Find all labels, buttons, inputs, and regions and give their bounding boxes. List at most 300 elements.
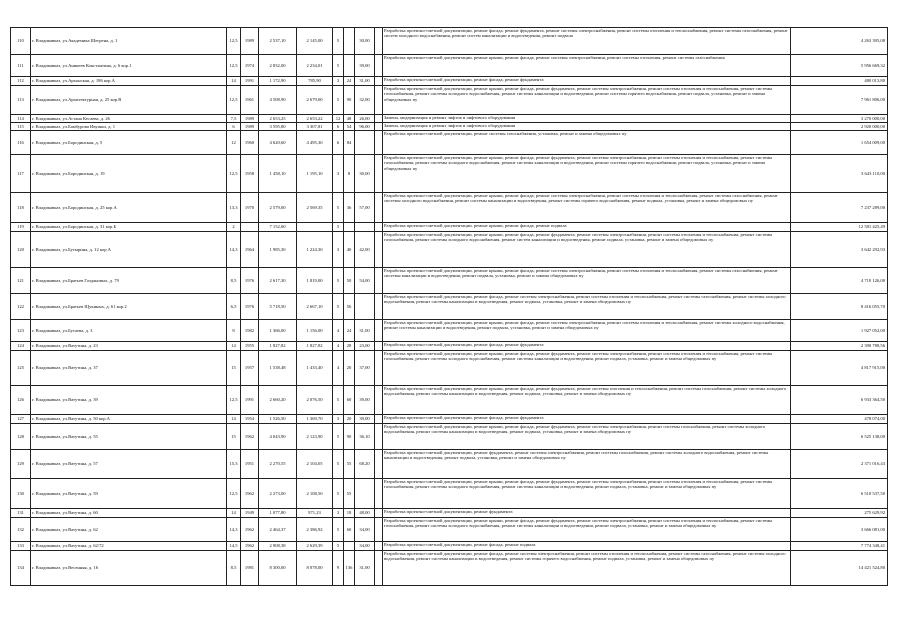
residents-cell: 36,10: [355, 424, 375, 450]
year-cell: 1957: [241, 351, 259, 386]
living-area-cell: 1 195,10: [297, 155, 333, 193]
row-number: 110: [11, 28, 31, 55]
row-number: 116: [11, 131, 31, 155]
apartments-cell: 24: [344, 320, 355, 342]
living-area-cell: 2 104,05: [297, 450, 333, 479]
total-area-cell: 3 595,80: [259, 123, 297, 131]
blank-cell: [375, 294, 383, 320]
works-cell: Разработка проектно-сметной документации, ремонт крыши, ремонт фасада, ремонт фундамента, ремонт системы электроснабжения, ремонт системы отопления и теплоснабжения, ремонт системы газоснабжения, ремонт системы холодного водоснабжения, ремонт систем канализации и водоотведения, ремонт подвала, установка, ремонт и замена общедомовых пу: [383, 232, 791, 268]
living-area-cell: 785,90: [297, 77, 333, 86]
residents-cell: 31,00: [355, 320, 375, 342]
cost-cell: 7 774 348,41: [791, 542, 888, 551]
table-row: [11, 193, 888, 223]
wear-cell: 12,5: [227, 386, 241, 415]
cost-cell: 4 710 126,00: [791, 268, 888, 294]
apartments-cell: 55: [344, 479, 355, 509]
apartments-cell: [344, 28, 355, 55]
blank-cell: [375, 450, 383, 479]
apartments-cell: 60: [344, 386, 355, 415]
year-cell: 1976: [241, 268, 259, 294]
residents-cell: 42,00: [355, 232, 375, 268]
row-number: 119: [11, 223, 31, 232]
year-cell: 1960: [241, 131, 259, 155]
residents-cell: 31,00: [355, 77, 375, 86]
address-cell: г. Владикавказ, ул.Архитектурная, д. 25 кор.В: [31, 86, 227, 115]
cost-cell: 2 920 000,00: [791, 123, 888, 131]
table-row: [11, 55, 888, 77]
apartments-cell: 90: [344, 86, 355, 115]
apartments-cell: 24: [344, 77, 355, 86]
floors-cell: 5: [333, 268, 344, 294]
living-area-cell: 2 145,00: [297, 28, 333, 55]
floors-cell: 5: [333, 86, 344, 115]
apartments-cell: 20: [344, 415, 355, 424]
works-cell: Разработка проектно-сметной документации, ремонт крыши, ремонт фасада, ремонт системы электроснабжения, ремонт системы отопления и теплоснабжения, ремонт системы газоснабжения, ремонт системы канализации и водоотведения, ремонт подвала, установка, ремонт и замена общедомовых пу: [383, 268, 791, 294]
address-cell: г. Владикавказ, ул.Бородинская, д. 5: [31, 131, 227, 155]
wear-cell: 12: [227, 131, 241, 155]
floors-cell: 5: [333, 28, 344, 55]
living-area-cell: 2 569,35: [297, 193, 333, 223]
address-cell: г. Владикавказ, ул.Бамбурова Ивушки, д. 1: [31, 123, 227, 131]
table-row: [11, 86, 888, 115]
address-cell: г. Владикавказ, ул.Ватутина, д. 55: [31, 424, 227, 450]
floors-cell: 3: [333, 232, 344, 268]
wear-cell: 6: [227, 123, 241, 131]
apartments-cell: 40: [344, 232, 355, 268]
cost-cell: 1 927 052,00: [791, 320, 888, 342]
living-area-cell: 1 433,40: [297, 351, 333, 386]
year-cell: 1970: [241, 193, 259, 223]
cost-cell: 3 666 081,00: [791, 518, 888, 542]
apartments-cell: 20: [344, 351, 355, 386]
apartments-cell: [344, 55, 355, 77]
blank-cell: [375, 415, 383, 424]
cost-cell: 8 416 055,70: [791, 294, 888, 320]
apartments-cell: [344, 542, 355, 551]
row-number: 134: [11, 551, 31, 586]
row-number: 114: [11, 115, 31, 123]
row-number: 118: [11, 193, 31, 223]
apartments-cell: 54: [344, 123, 355, 131]
total-area-cell: 1 538,48: [259, 351, 297, 386]
blank-cell: [375, 542, 383, 551]
row-number: 132: [11, 518, 31, 542]
living-area-cell: 2 108,50: [297, 479, 333, 509]
row-number: 124: [11, 342, 31, 351]
table-row: [11, 28, 888, 55]
works-cell: Разработка проектно-сметной документации, ремонт крыши, ремонт фасада, ремонт фундамента, ремонт системы электроснабжения, ремонт системы газоснабжения, ремонт системы холодного водоснабжения, ремонт системы канализации и водоотведения, ремонт подвала, установка, ремонт и замена общедомовых пу: [383, 424, 791, 450]
residents-cell: [355, 294, 375, 320]
row-number: 121: [11, 268, 31, 294]
apartments-cell: [344, 223, 355, 232]
wear-cell: 14: [227, 415, 241, 424]
address-cell: г. Владикавказ, ул.Ватутина, д. 39: [31, 386, 227, 415]
floors-cell: 5: [333, 450, 344, 479]
works-cell: Разработка проектно-сметной документации, ремонт крыши, ремонт фасада, ремонт фундамента, ремонт системы отопления и теплоснабжения, ремонт системы газоснабжения, ремонт системы холодного водоснабжения, ремонт системы канализации и водоотведения, ремонт подвала, установка, ремонт и замена общедомовых пу: [383, 386, 791, 415]
row-number: 113: [11, 86, 31, 115]
year-cell: 1962: [241, 479, 259, 509]
table-row: [11, 542, 888, 551]
wear-cell: 13,3: [227, 193, 241, 223]
blank-cell: [375, 131, 383, 155]
address-cell: г. Владикавказ, ул.Братьев Газдановых, д. 79: [31, 268, 227, 294]
address-cell: г. Владикавказ, ул.Аникеев Константина, д. 6 кор.1: [31, 55, 227, 77]
address-cell: г. Владикавказ, ул.Ватутина, д. 57: [31, 450, 227, 479]
cost-cell: 4 817 915,00: [791, 351, 888, 386]
total-area-cell: 2 832,00: [259, 55, 297, 77]
total-area-cell: 2 908,38: [259, 542, 297, 551]
table-row: [11, 320, 888, 342]
cost-cell: 480 013,80: [791, 77, 888, 86]
living-area-cell: 1 156,00: [297, 320, 333, 342]
year-cell: 1951: [241, 450, 259, 479]
cost-cell: 6 510 537,50: [791, 479, 888, 509]
cost-cell: 14 421 524,80: [791, 551, 888, 586]
address-cell: г. Владикавказ, ул.Академика Шегрена, д. 1: [31, 28, 227, 55]
works-cell: Разработка проектно-сметной документации, ремонт крыши, ремонт фасада, ремонт фундамента, ремонт системы электроснабжения, ремонт системы отопления и теплоснабжения, ремонт системы газоснабжения, ремонт системы холодного водоснабжения, ремонт системы канализации и водоотведения, ремонт подвала, установка, ремонт и замена общедомовых пу: [383, 479, 791, 509]
cost-cell: 3 270 000,00: [791, 115, 888, 123]
cost-cell: 3 642 292,93: [791, 232, 888, 268]
living-area-cell: 2 679,00: [297, 86, 333, 115]
cost-cell: 7 237 289,00: [791, 193, 888, 223]
residents-cell: 30,00: [355, 28, 375, 55]
apartments-cell: 18: [344, 509, 355, 518]
address-cell: г. Владикавказ, ул.Бородинская, д. 25 кор.А: [31, 193, 227, 223]
works-cell: Разработка проектно-сметной документации, ремонт фасада, ремонт фундамента: [383, 415, 791, 424]
living-area-cell: 1 369,70: [297, 415, 333, 424]
works-cell: Разработка проектно-сметной документации, ремонт фасада, ремонт фундамента: [383, 342, 791, 351]
total-area-cell: 7 152,60: [259, 223, 297, 232]
address-cell: г. Владикавказ, ул.Астана Кесаева, д. 26: [31, 115, 227, 123]
works-cell: Разработка проектно-сметной документации, ремонт фундамента, ремонт системы электроснабжения, ремонт системы газоснабжения, ремонт системы холодного водоснабжения, ремонт системы канализации и водоотведения, ремонт подвала, установка, ремонт и замена общедомовых пу: [383, 450, 791, 479]
residents-cell: 39,00: [355, 386, 375, 415]
row-number: 117: [11, 155, 31, 193]
total-area-cell: 2 273,00: [259, 479, 297, 509]
floors-cell: 5: [333, 193, 344, 223]
works-cell: Разработка проектно-сметной документации, ремонт фасада, ремонт системы электроснабжения, ремонт системы отопления и теплоснабжения, ремонт системы газоснабжения, ремонт системы холодного водоснабжения, ремонт системы канализации и водоотведения, ремонт подвала, установка, ремонт и замена общедомовых пу: [383, 294, 791, 320]
year-cell: 1989: [241, 115, 259, 123]
floors-cell: 3: [333, 509, 344, 518]
table-row: [11, 351, 888, 386]
total-area-cell: 2 617,30: [259, 268, 297, 294]
living-area-cell: 2 076,50: [297, 386, 333, 415]
total-area-cell: 2 537,10: [259, 28, 297, 55]
floors-cell: 6: [333, 131, 344, 155]
works-cell: Разработка проектно-сметной документации, ремонт крыши, ремонт фасада, ремонт системы электроснабжения, ремонт системы отопления и теплоснабжения, ремонт системы газоснабжения, ремонт системы холодного водоснабжения, ремонт системы канализации и водоотведения, ремонт системы горячего водоснабжения, ремонт подвала, установка, ремонт и замена общедомовых пу: [383, 193, 791, 223]
blank-cell: [375, 351, 383, 386]
residents-cell: 96,00: [355, 123, 375, 131]
floors-cell: 5: [333, 479, 344, 509]
residents-cell: 30,00: [355, 155, 375, 193]
table-row: [11, 155, 888, 193]
blank-cell: [375, 320, 383, 342]
floors-cell: 4: [333, 342, 344, 351]
table-row: [11, 131, 888, 155]
row-number: 123: [11, 320, 31, 342]
blank-cell: [375, 424, 383, 450]
year-cell: 1961: [241, 86, 259, 115]
apartments-cell: 136: [344, 551, 355, 586]
row-number: 128: [11, 424, 31, 450]
wear-cell: 12,5: [227, 86, 241, 115]
table-row: [11, 223, 888, 232]
year-cell: 1958: [241, 155, 259, 193]
residents-cell: 23,00: [355, 342, 375, 351]
wear-cell: 14: [227, 342, 241, 351]
table-row: [11, 518, 888, 542]
living-area-cell: 2 386,92: [297, 518, 333, 542]
year-cell: 1954: [241, 415, 259, 424]
address-cell: г. Владикавказ, ул.Ватутина, д. 23: [31, 342, 227, 351]
year-cell: 1962: [241, 424, 259, 450]
living-area-cell: 3 307,81: [297, 123, 333, 131]
table-row: [11, 479, 888, 509]
table-row: [11, 450, 888, 479]
wear-cell: 14,3: [227, 232, 241, 268]
apartments-cell: 50: [344, 268, 355, 294]
cost-cell: 7 961 806,00: [791, 86, 888, 115]
blank-cell: [375, 232, 383, 268]
apartments-cell: 8: [344, 155, 355, 193]
living-area-cell: 2 629,39: [297, 542, 333, 551]
apartments-cell: 60: [344, 518, 355, 542]
residents-cell: [355, 223, 375, 232]
year-cell: 1955: [241, 342, 259, 351]
floors-cell: 3: [333, 155, 344, 193]
residents-cell: 68,20: [355, 450, 375, 479]
year-cell: 1976: [241, 294, 259, 320]
address-cell: г. Владикавказ, ул.Бутырина, д. 12 кор.А: [31, 232, 227, 268]
repair-program-table: [10, 27, 888, 586]
blank-cell: [375, 123, 383, 131]
total-area-cell: 1 366,00: [259, 320, 297, 342]
year-cell: 1962: [241, 518, 259, 542]
table-row: [11, 232, 888, 268]
table-row: [11, 415, 888, 424]
row-number: 126: [11, 386, 31, 415]
address-cell: г. Владикавказ, ул.Архонская, д. 186 кор.А: [31, 77, 227, 86]
works-cell: Разработка проектно-сметной документации, ремонт фундамента: [383, 509, 791, 518]
floors-cell: 3: [333, 77, 344, 86]
wear-cell: 2: [227, 223, 241, 232]
works-cell: Разработка проектно-сметной документации, ремонт крыши, ремонт фасада, ремонт фундамента, ремонт системы электроснабжения, ремонт системы отопления и теплоснабжения, ремонт системы газоснабжения, ремонт системы холодного водоснабжения, ремонт системы канализации и водоотведения, ремонт подвала, установка, ремонт и замена общедомовых пу: [383, 351, 791, 386]
cost-cell: 6 525 138,00: [791, 424, 888, 450]
row-number: 115: [11, 123, 31, 131]
address-cell: г. Владикавказ, ул.Ватутина, д. 50 кор.А: [31, 415, 227, 424]
year-cell: 1964: [241, 232, 259, 268]
year-cell: [241, 223, 259, 232]
works-cell: Разработка проектно-сметной документации, ремонт фасада, ремонт системы электроснабжения, ремонт системы отопления и теплоснабжения, ремонт системы газоснабжения, ремонт системы холодного водоснабжения, ремонт системы канализации и водоотведения, ремонт системы горячего водоснабжения, ремонт подвала, установка, ремонт и замена общедомовых пу: [383, 551, 791, 586]
cost-cell: 4 263 395,08: [791, 28, 888, 55]
table-row: [11, 294, 888, 320]
total-area-cell: 1 077,80: [259, 509, 297, 518]
year-cell: 1962: [241, 542, 259, 551]
blank-cell: [375, 115, 383, 123]
table-row: [11, 123, 888, 131]
wear-cell: 8,5: [227, 268, 241, 294]
floors-cell: 5: [333, 223, 344, 232]
address-cell: г. Владикавказ, ул.Весенняя, д. 16: [31, 551, 227, 586]
works-cell: Разработка проектно-сметной документации, ремонт крыши, ремонт фасада, ремонт фундамента, ремонт системы электроснабжения, ремонт системы отопления и теплоснабжения, ремонт системы газоснабжения, ремонт системы холодного водоснабжения, ремонт системы канализации и водоотведения, ремонт подвала, установка, ремонт и замена общедомовых пу: [383, 518, 791, 542]
table-row: [11, 115, 888, 123]
living-area-cell: 971,23: [297, 509, 333, 518]
living-area-cell: 1 827,82: [297, 342, 333, 351]
wear-cell: 14: [227, 77, 241, 86]
row-number: 122: [11, 294, 31, 320]
blank-cell: [375, 386, 383, 415]
total-area-cell: 1 172,90: [259, 77, 297, 86]
living-area-cell: 2 667,10: [297, 294, 333, 320]
residents-cell: [355, 131, 375, 155]
blank-cell: [375, 55, 383, 77]
works-cell: Разработка проектно-сметной документации, ремонт крыши, ремонт фасада, ремонт фундамента, ремонт системы электроснабжения, ремонт системы отопления и теплоснабжения, ремонт системы газоснабжения, ремонт системы холодного водоснабжения, ремонт системы канализации и водоотведения, ремонт системы горячего водоснабжения, ремонт подвала, установка, ремонт и замена общедомовых пу: [383, 155, 791, 193]
address-cell: г. Владикавказ, ул.Ватутина, д. 37: [31, 351, 227, 386]
row-number: 127: [11, 415, 31, 424]
residents-cell: 39,00: [355, 415, 375, 424]
total-area-cell: 2 464,37: [259, 518, 297, 542]
residents-cell: 37,00: [355, 351, 375, 386]
wear-cell: 12,5: [227, 55, 241, 77]
residents-cell: 54,00: [355, 268, 375, 294]
blank-cell: [375, 268, 383, 294]
wear-cell: 14: [227, 509, 241, 518]
apartments-cell: 48: [344, 115, 355, 123]
total-area-cell: 2 653,25: [259, 115, 297, 123]
blank-cell: [375, 193, 383, 223]
works-cell: Разработка проектно-сметной документации, ремонт фасада, ремонт фундамента, ремонт системы электроснабжения, ремонт системы отопления и теплоснабжения, ремонт системы газоснабжения, ремонт систем холодного водоснабжения, ремонт систем канализации и водоотведения, ремонт подвала: [383, 28, 791, 55]
blank-cell: [375, 77, 383, 86]
residents-cell: 48,00: [355, 509, 375, 518]
blank-cell: [375, 28, 383, 55]
wear-cell: 14,5: [227, 542, 241, 551]
total-area-cell: 8 300,00: [259, 551, 297, 586]
living-area-cell: 1 819,00: [297, 268, 333, 294]
row-number: 130: [11, 479, 31, 509]
cost-cell: 5 956 669,32: [791, 55, 888, 77]
floors-cell: 12: [333, 115, 344, 123]
row-number: 125: [11, 351, 31, 386]
wear-cell: 7,5: [227, 115, 241, 123]
year-cell: 1991: [241, 77, 259, 86]
floors-cell: 5: [333, 294, 344, 320]
year-cell: 1982: [241, 320, 259, 342]
address-cell: г. Владикавказ, ул.Бородинская, д. 31 кор.Б: [31, 223, 227, 232]
wear-cell: 14,3: [227, 518, 241, 542]
address-cell: г. Владикавказ, ул.Ватутина, д. 62/72: [31, 542, 227, 551]
row-number: 111: [11, 55, 31, 77]
row-number: 112: [11, 77, 31, 86]
floors-cell: 5: [333, 386, 344, 415]
cost-cell: 1 654 009,00: [791, 131, 888, 155]
apartments-cell: 28: [344, 342, 355, 351]
total-area-cell: 1 985,30: [259, 232, 297, 268]
floors-cell: 4: [333, 320, 344, 342]
wear-cell: 12,5: [227, 28, 241, 55]
floors-cell: 9: [333, 551, 344, 586]
cost-cell: 3 643 110,00: [791, 155, 888, 193]
wear-cell: 8,5: [227, 551, 241, 586]
year-cell: 1974: [241, 55, 259, 77]
cost-cell: 6 933 364,50: [791, 386, 888, 415]
blank-cell: [375, 223, 383, 232]
table-row: [11, 386, 888, 415]
address-cell: г. Владикавказ, ул.Бутаева, д. 3: [31, 320, 227, 342]
cost-cell: 275 629,92: [791, 509, 888, 518]
blank-cell: [375, 155, 383, 193]
works-cell: Разработка проектно-сметной документации, ремонт крыши, ремонт фасада, ремонт фундамента, ремонт системы электроснабжения, ремонт системы отопления и теплоснабжения, ремонт системы газоснабжения, ремонт системы холодного водоснабжения, ремонт системы канализации и водоотведения, ремонт системы горячего водоснабжения, ремонт подвала, установка, ремонт и замена общедомовых пу: [383, 86, 791, 115]
living-area-cell: [297, 223, 333, 232]
total-area-cell: 1 526,50: [259, 415, 297, 424]
works-cell: Замена, модернизация и ремонт лифтов и лифтового оборудования: [383, 123, 791, 131]
wear-cell: 15: [227, 424, 241, 450]
floors-cell: 3: [333, 415, 344, 424]
floors-cell: 5: [333, 518, 344, 542]
blank-cell: [375, 479, 383, 509]
apartments-cell: 84: [344, 131, 355, 155]
works-cell: Разработка проектно-сметной документации, ремонт крыши, ремонт фасада, ремонт подвала: [383, 223, 791, 232]
address-cell: г. Владикавказ, ул.Бородинская, д. 19: [31, 155, 227, 193]
blank-cell: [375, 342, 383, 351]
year-cell: 1981: [241, 551, 259, 586]
total-area-cell: 4 043,90: [259, 424, 297, 450]
address-cell: г. Владикавказ, ул.Братьев Щукиных, д. 61 кор.2: [31, 294, 227, 320]
table-row: [11, 551, 888, 586]
wear-cell: 12,5: [227, 155, 241, 193]
floors-cell: 6: [333, 123, 344, 131]
total-area-cell: 1 458,10: [259, 155, 297, 193]
living-area-cell: 8 078,00: [297, 551, 333, 586]
total-area-cell: 4 508,90: [259, 86, 297, 115]
row-number: 129: [11, 450, 31, 479]
year-cell: 1989: [241, 123, 259, 131]
cost-cell: 12 581 425,49: [791, 223, 888, 232]
blank-cell: [375, 509, 383, 518]
year-cell: 1949: [241, 509, 259, 518]
works-cell: Разработка проектно-сметной документации, ремонт фасада, ремонт подвала: [383, 542, 791, 551]
apartments-cell: 55: [344, 450, 355, 479]
residents-cell: 34,00: [355, 518, 375, 542]
blank-cell: [375, 551, 383, 586]
blank-cell: [375, 86, 383, 115]
works-cell: Разработка проектно-сметной документации, ремонт крыши, ремонт фасада, ремонт системы электроснабжения, ремонт системы отопления, ремонт системы газоснабжения: [383, 55, 791, 77]
residents-cell: 57,00: [355, 193, 375, 223]
total-area-cell: 2 579,00: [259, 193, 297, 223]
apartments-cell: 90: [344, 424, 355, 450]
wear-cell: 15,3: [227, 450, 241, 479]
floors-cell: 5: [333, 424, 344, 450]
address-cell: г. Владикавказ, ул.Ватутина, д. 59: [31, 479, 227, 509]
row-number: 120: [11, 232, 31, 268]
address-cell: г. Владикавказ, ул.Ватутина, д. 60: [31, 509, 227, 518]
total-area-cell: 4 620,60: [259, 131, 297, 155]
wear-cell: 15: [227, 351, 241, 386]
works-cell: Замена, модернизация и ремонт лифтов и лифтового оборудования: [383, 115, 791, 123]
table-row: [11, 268, 888, 294]
residents-cell: 31,00: [355, 551, 375, 586]
floors-cell: 4: [333, 351, 344, 386]
apartments-cell: 36: [344, 193, 355, 223]
total-area-cell: 1 827,82: [259, 342, 297, 351]
table-row: [11, 342, 888, 351]
wear-cell: 8: [227, 320, 241, 342]
table-row: [11, 424, 888, 450]
wear-cell: 12,5: [227, 479, 241, 509]
table-row: [11, 509, 888, 518]
apartments-cell: 56: [344, 294, 355, 320]
living-area-cell: 1 224,30: [297, 232, 333, 268]
year-cell: 1991: [241, 386, 259, 415]
living-area-cell: 2 234,01: [297, 55, 333, 77]
